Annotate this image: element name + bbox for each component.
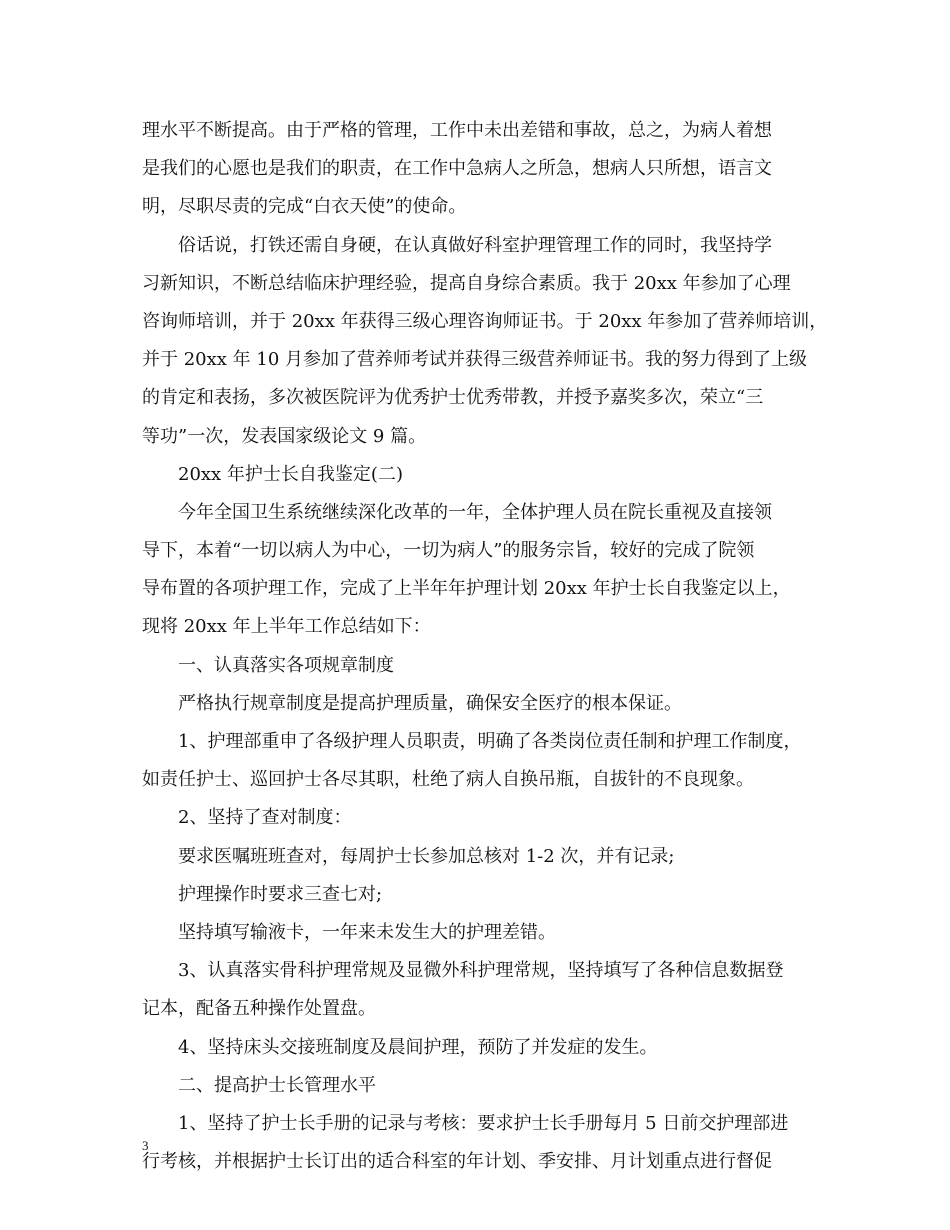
- text-line: 明，尽职尽责的完成“白衣天使”的使命。: [142, 196, 467, 218]
- text-line: 咨询师培训，并于 20xx 年获得三级心理咨询师证书。于 20xx 年参加了营养师培训，: [142, 310, 828, 332]
- text-line: 一、认真落实各项规章制度: [178, 654, 394, 676]
- text-line: 现将 20xx 年上半年工作总结如下：: [142, 616, 431, 638]
- text-line: 行考核，并根据护士长订出的适合科室的年计划、季安排、月计划重点进行督促: [142, 1151, 772, 1173]
- text-line: 导布置的各项护理工作，完成了上半年年护理计划 20xx 年护士长自我鉴定以上，: [142, 578, 791, 600]
- text-line: 20xx 年护士长自我鉴定(二): [178, 463, 403, 485]
- text-line: 1、护理部重申了各级护理人员职责，明确了各类岗位责任制和护理工作制度，: [178, 731, 802, 752]
- text-line: 要求医嘱班班查对，每周护士长参加总核对 1-2 次，并有记录;: [178, 845, 675, 867]
- text-line: 4、坚持床头交接班制度及晨间护理，预防了并发症的发生。: [178, 1036, 658, 1058]
- text-line: 今年全国卫生系统继续深化改革的一年，全体护理人员在院长重视及直接领: [178, 501, 772, 523]
- document-body: [142, 112, 828, 1181]
- text-line: 记本，配备五种操作处置盘。: [142, 998, 376, 1020]
- text-line: 2、坚持了查对制度：: [178, 807, 352, 829]
- text-line: 3、认真落实骨科护理常规及显微外科护理常规，坚持填写了各种信息数据登: [178, 960, 784, 982]
- text-line: 俗话说，打铁还需自身硬，在认真做好科室护理管理工作的同时，我坚持学: [178, 234, 772, 256]
- text-line: 护理操作时要求三查七对;: [178, 883, 383, 905]
- text-line: 二、提高护士长管理水平: [178, 1074, 376, 1096]
- text-line: 等功”一次，发表国家级论文 9 篇。: [142, 425, 427, 447]
- text-line: 1、坚持了护士长手册的记录与考核：要求护士长手册每月 5 日前交护理部进: [178, 1112, 789, 1134]
- page-number: 3: [142, 1138, 149, 1153]
- text-line: 理水平不断提高。由于严格的管理，工作中未出差错和事故，总之，为病人着想: [142, 120, 772, 141]
- text-line: 的肯定和表扬，多次被医院评为优秀护士优秀带教，并授予嘉奖多次，荣立“三: [142, 387, 764, 409]
- text-line: 严格执行规章制度是提高护理质量，确保安全医疗的根本保证。: [178, 692, 682, 714]
- text-line: 并于 20xx 年 10 月参加了营养师考试并获得三级营养师证书。我的努力得到了上级: [142, 349, 807, 371]
- text-line: 坚持填写输液卡，一年来未发生大的护理差错。: [178, 921, 556, 943]
- text-line: 如责任护士、巡回护士各尽其职，杜绝了病人自换吊瓶，自拔针的不良现象。: [142, 769, 754, 791]
- text-line: 是我们的心愿也是我们的职责，在工作中急病人之所急，想病人只所想，语言文: [142, 158, 772, 180]
- text-line: 习新知识，不断总结临床护理经验，提高自身综合素质。我于 20xx 年参加了心理: [142, 272, 791, 294]
- text-line: 导下，本着“一切以病人为中心，一切为病人”的服务宗旨，较好的完成了院领: [142, 540, 755, 562]
